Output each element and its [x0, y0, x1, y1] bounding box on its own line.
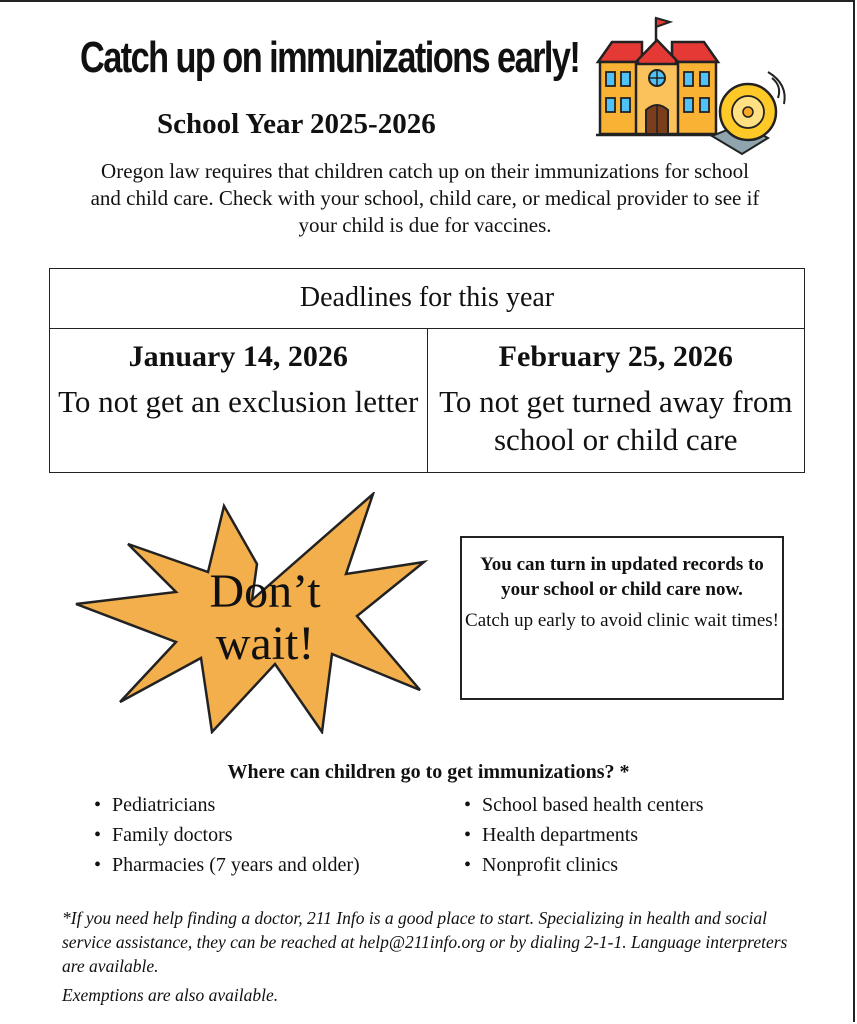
list-item — [94, 850, 360, 880]
deadlines-table — [49, 268, 805, 473]
location-list-right — [464, 790, 704, 880]
footnote: *If you need help finding a doctor, 211 Info is a good place to start. Specializing in health and social service assistance, they can be reached at help@211info.org or by dialing 2-1-1. Language interpreters are available. — [62, 908, 788, 976]
list-item — [94, 790, 360, 820]
bullet-icon: • — [94, 794, 102, 816]
list-item-label: Family doctors — [112, 824, 233, 846]
where-heading: Where can children go to get immunizations? * — [227, 761, 630, 783]
bullet-icon: • — [464, 794, 472, 816]
exemptions-note: Exemptions are also available. — [62, 985, 279, 1005]
list-item-label: Nonprofit clinics — [482, 854, 619, 876]
list-item-label: Pediatricians — [112, 794, 216, 816]
school-year-subtitle: School Year 2025-2026 — [157, 108, 436, 140]
list-item — [464, 850, 704, 880]
bullet-icon: • — [464, 824, 472, 846]
intro-paragraph: Oregon law requires that children catch up on their immunizations for school and child care. Check with your school, child care, or medical provider to see if your child is due for vaccines. — [90, 159, 760, 237]
deadline-description: To not get an exclusion letter — [58, 384, 419, 419]
list-item-label: Pharmacies (7 years and older) — [112, 854, 360, 876]
bullet-icon: • — [464, 854, 472, 876]
dont-wait-line: Don’t — [209, 565, 321, 618]
location-list-left — [94, 790, 360, 880]
deadline-description: To not get turned away from school or child care — [439, 384, 793, 457]
list-item-label: Health departments — [482, 824, 639, 846]
callout-bold-text: You can turn in updated records to your school or child care now. — [480, 554, 764, 600]
dont-wait-text — [150, 566, 380, 670]
deadline-date: February 25, 2026 — [498, 340, 733, 373]
list-item — [94, 820, 360, 850]
list-item-label: School based health centers — [482, 794, 704, 816]
deadline-cell — [50, 329, 427, 472]
records-callout-box — [460, 536, 784, 700]
list-item — [464, 790, 704, 820]
school-building-icon — [592, 14, 792, 159]
list-item — [464, 820, 704, 850]
school-bell-icon — [712, 72, 785, 154]
callout-text: Catch up early to avoid clinic wait times! — [465, 610, 779, 631]
dont-wait-line: wait! — [215, 617, 315, 670]
deadlines-header: Deadlines for this year — [50, 269, 804, 329]
deadline-date: January 14, 2026 — [128, 340, 348, 373]
page-title: Catch up on immunizations early! — [80, 33, 580, 82]
deadline-cell — [427, 329, 805, 472]
bullet-icon: • — [94, 854, 102, 876]
bullet-icon: • — [94, 824, 102, 846]
